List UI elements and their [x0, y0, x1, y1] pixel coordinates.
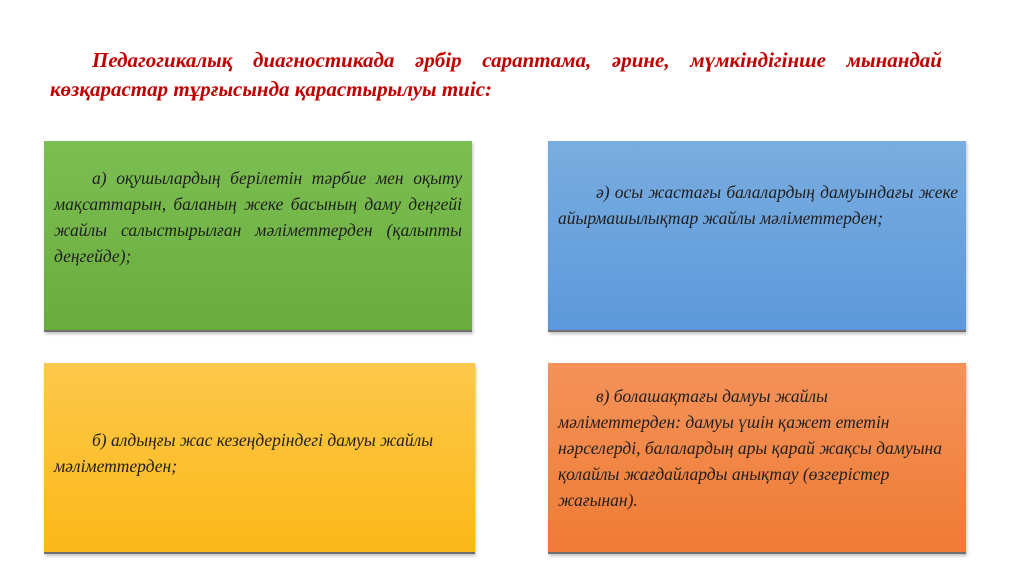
point-a-box [44, 141, 472, 332]
point-b-text: б) алдыңғы жас кезеңдеріндегі дамуы жайлы мәліметтерден; [54, 430, 434, 476]
slide-title: Педагогикалық диагностикада әрбір сараптама, әрине, мүмкіндігінше мынандай көзқарастар тұрғысында қарастырылуы тиіс: [50, 48, 942, 101]
point-a-text: а) оқушылардың берілетін тәрбие мен оқыту мақсаттарын, баланың жеке басының даму деңгейі жайлы салыстырылған мәліметтерден (қалыпты деңгейде); [54, 168, 462, 266]
point-v-box [548, 363, 966, 554]
point-ae-box [548, 141, 966, 332]
point-b-box [44, 363, 475, 554]
point-v-text: в) болашақтағы дамуы жайлы мәліметтерден: дамуы үшін қажет ететін нәрселерді, балалардың ары қарай жақсы дамуына қолайлы жағдайларды анықтау (өзгерістер жағынан). [558, 386, 942, 510]
point-ae-text: ә) осы жастағы балалардың дамуындағы жеке айырмашылықтар жайлы мәліметтерден; [558, 182, 958, 228]
